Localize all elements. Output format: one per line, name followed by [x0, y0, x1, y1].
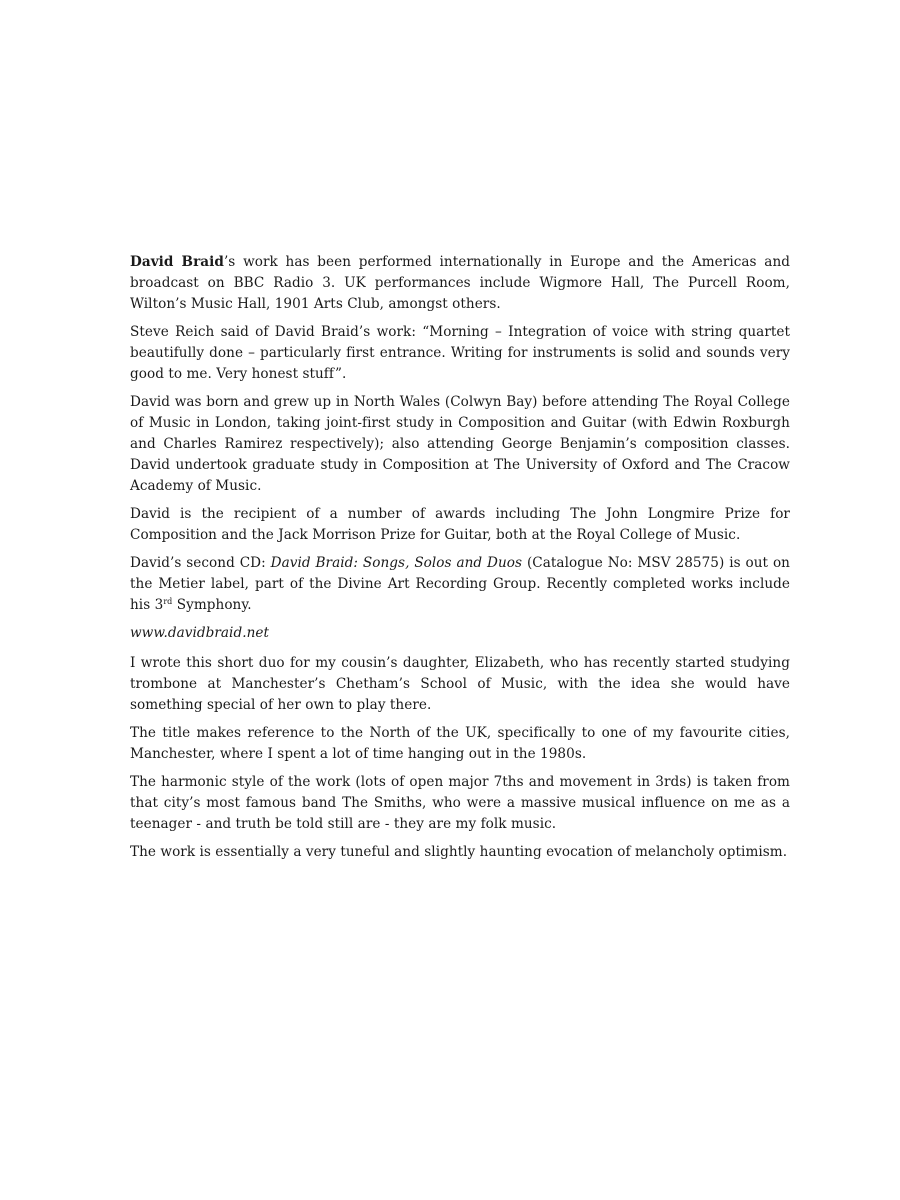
cd-details: (Catalogue No: MSV 28575) is out on the Metier label, part of the Divine Art Recording Group. Recently completed works include his 3 [130, 555, 790, 613]
cd-suffix: Symphony. [172, 597, 252, 613]
bio-paragraph-5 [130, 553, 790, 616]
website-link[interactable]: www.davidbraid.net [130, 625, 269, 641]
bio-paragraph-4: David is the recipient of a number of awards including The John Longmire Prize for Composition and the Jack Morrison Prize for Guitar, both at the Royal College of Music. [130, 506, 790, 543]
ordinal-suffix: rd [163, 597, 173, 606]
note-paragraph-2: The title makes reference to the North of the UK, specifically to one of my favourite cities, Manchester, where I spent a lot of time hanging out in the 1980s. [130, 725, 790, 762]
cd-title: David Braid: Songs, Solos and Duos [270, 555, 523, 571]
bio-paragraph-1-text: ’s work has been performed internationally in Europe and the Americas and broadcast on BBC Radio 3. UK performances include Wigmore Hall, The Purcell Room, Wilton’s Music Hall, 1901 Arts Club, amongst others. [130, 254, 790, 312]
programme-note [130, 653, 790, 870]
note-paragraph-1: I wrote this short duo for my cousin’s daughter, Elizabeth, who has recently started studying trombone at Manchester’s Chetham’s School of Music, with the idea she would have something special of her own to play there. [130, 655, 790, 713]
cd-prefix: David’s second CD: [130, 555, 271, 571]
bio-paragraph-2: Steve Reich said of David Braid’s work: “Morning – Integration of voice with string quartet beautifully done – particularly first entrance. Writing for instruments is solid and sounds very good to me. Very honest stuff”. [130, 324, 790, 382]
note-paragraph-3: The harmonic style of the work (lots of open major 7ths and movement in 3rds) is taken from that city’s most famous band The Smiths, who were a massive musical influence on me as a teenager - and truth be told still are - they are my folk music. [130, 774, 790, 832]
composer-biography [130, 252, 790, 651]
note-paragraph-4: The work is essentially a very tuneful and slightly haunting evocation of melancholy optimism. [130, 844, 788, 860]
bio-paragraph-3: David was born and grew up in North Wales (Colwyn Bay) before attending The Royal College of Music in London, taking joint-first study in Composition and Guitar (with Edwin Roxburgh and Charles Ramirez respectively); also attending George Benjamin’s composition classes. David undertook graduate study in Composition at The University of Oxford and The Cracow Academy of Music. [130, 394, 790, 494]
composer-name: David Braid [130, 254, 224, 270]
bio-paragraph-1 [130, 252, 790, 315]
